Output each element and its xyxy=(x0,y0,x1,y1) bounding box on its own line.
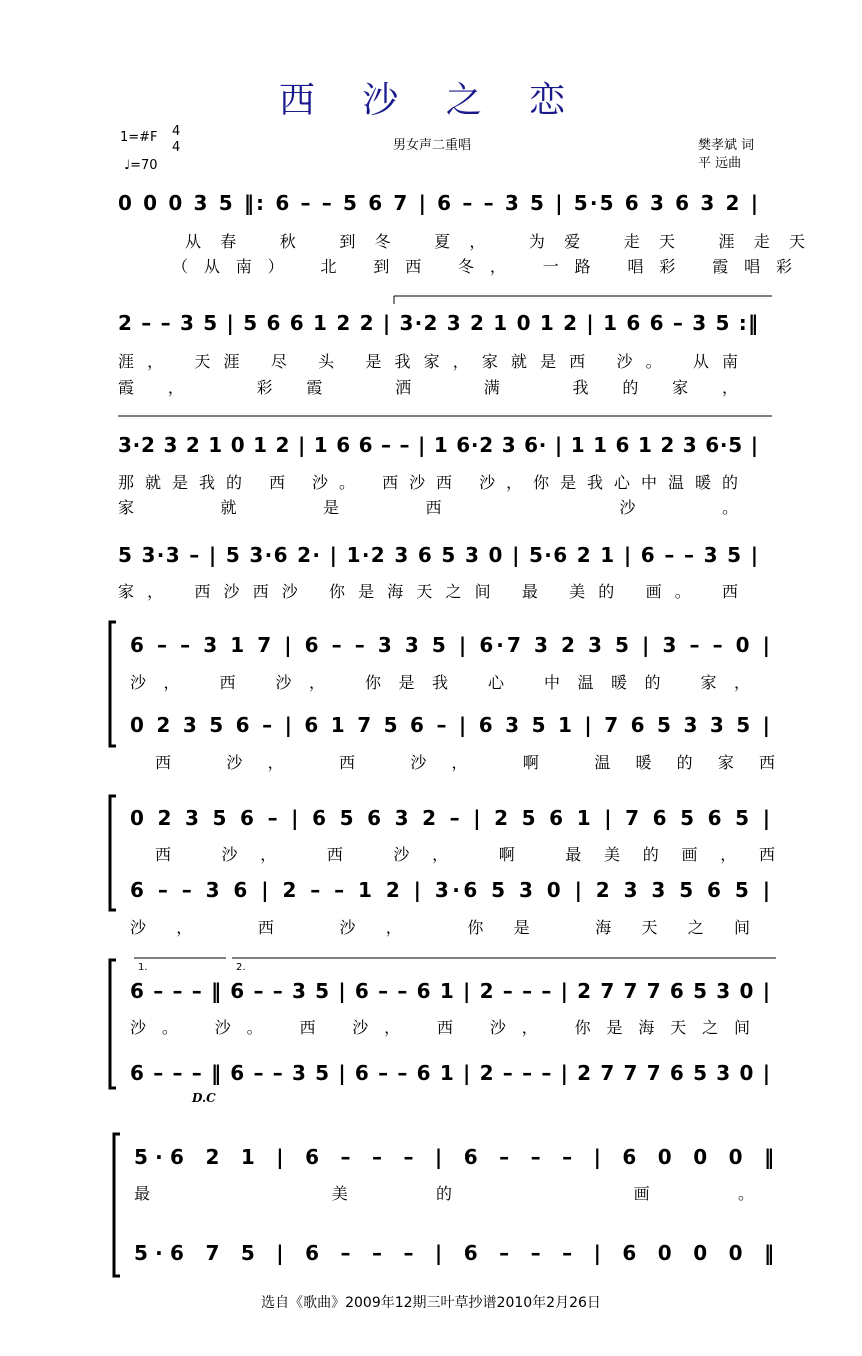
notes-upper: 6 – – – ‖ 6 – – 3 5 | 6 – – 6 1 | 2 – – – | 2 7 7 7 6 5 3 0 | xyxy=(130,979,771,1003)
song-title: 西 沙 之 恋 xyxy=(278,80,584,121)
lyricist-credit: 樊孝斌 词 xyxy=(698,138,755,153)
system-7 xyxy=(110,958,776,1105)
lyrics-lower: 沙， 西 沙， 你是 海天之间 xyxy=(130,918,750,937)
notes-lower: 5·6 7 5 | 6 – – – | 6 – – – | 6 0 0 0 ‖ xyxy=(134,1241,774,1265)
time-sig-top: 4 xyxy=(172,124,181,139)
time-sig-bottom: 4 xyxy=(172,140,181,155)
system-5 xyxy=(110,622,775,772)
lyrics-verse1: 家， 西沙西沙 你是海天之间 最 美的 画。 西 xyxy=(118,582,738,601)
brace xyxy=(110,622,116,746)
system-3 xyxy=(118,416,772,517)
notes-line: 0 0 0 3 5 ‖: 6 – – 5 6 7 | 6 – – 3 5 | 5·5 6 3 6 3 2 | xyxy=(118,191,758,215)
notes-upper: 5·6 2 1 | 6 – – – | 6 – – – | 6 0 0 0 ‖ xyxy=(134,1145,774,1169)
composer-credit: 平 远曲 xyxy=(698,156,742,171)
brace xyxy=(110,960,116,1088)
volta-2-label: 2. xyxy=(236,962,246,973)
system-1 xyxy=(118,191,805,276)
lyrics-verse1: 涯， 天涯 尽 头 是我家，家就是西 沙。 从南 xyxy=(118,352,738,371)
volta-1-label: 1. xyxy=(138,962,148,973)
subtitle: 男女声二重唱 xyxy=(393,138,472,153)
lyrics-verse1: 那就是我的 西 沙。 西沙西 沙，你是我心中温暖的 xyxy=(118,473,738,492)
system-4 xyxy=(118,543,758,601)
dc-marking: D.C xyxy=(192,1091,216,1105)
lyrics-upper: 西 沙， 西 沙， 啊 最美的画，西 xyxy=(155,845,776,864)
lyrics-verse1: 从春 秋 到冬 夏， 为爱 走天 涯走天 xyxy=(185,232,806,251)
lyrics-verse2: （从南） 北 到西 冬， 一路 唱彩 霞唱彩 xyxy=(172,257,792,276)
notes-upper: 6 – – 3 1 7 | 6 – – 3 3 5 | 6·7 3 2 3 5 | 3 – – 0 | xyxy=(130,633,770,657)
tempo-marking: ♩=70 xyxy=(124,158,158,173)
lyrics-verse2: 霞， 彩霞 洒 满 我的家， xyxy=(118,378,739,397)
notes-upper: 0 2 3 5 6 – | 6 5 6 3 2 – | 2 5 6 1 | 7 6 5 6 5 | xyxy=(130,806,770,830)
lyrics-verse2: 家就是西 沙。 xyxy=(118,498,738,517)
lyrics-lower: 西 沙， 西 沙， 啊 温暖的家西 xyxy=(155,753,775,772)
lyrics-upper: 沙。 沙。 西 沙， 西 沙， 你是海天之间 xyxy=(130,1018,750,1037)
source-note: 选自《歌曲》2009年12期三叶草抄谱2010年2月26日 xyxy=(261,1295,601,1311)
notes-line: 2 – – 3 5 | 5 6 6 1 2 2 | 3·2 3 2 1 0 1 2 | 1 6 6 – 3 5 :‖ xyxy=(118,311,758,335)
brace xyxy=(114,1134,120,1276)
brace xyxy=(110,796,116,910)
notes-lower: 0 2 3 5 6 – | 6 1 7 5 6 – | 6 3 5 1 | 7 6 5 3 3 5 | xyxy=(130,713,770,737)
system-8 xyxy=(114,1134,774,1276)
notes-lower: 6 – – – ‖ 6 – – 3 5 | 6 – – 6 1 | 2 – – – | 2 7 7 7 6 5 3 0 | xyxy=(130,1061,771,1085)
system-2 xyxy=(118,296,772,397)
key-label: 1=#F xyxy=(120,130,158,145)
system-6 xyxy=(110,796,775,937)
lyrics-upper: 最 美的 画。 xyxy=(134,1184,754,1203)
notes-lower: 6 – – 3 6 | 2 – – 1 2 | 3·6 5 3 0 | 2 3 3 5 6 5 | xyxy=(130,878,770,902)
notes-line: 3·2 3 2 1 0 1 2 | 1 6 6 – – | 1 6·2 3 6· | 1 1 6 1 2 3 6·5 | xyxy=(118,433,758,457)
notes-line: 5 3·3 – | 5 3·6 2· | 1·2 3 6 5 3 0 | 5·6 2 1 | 6 – – 3 5 | xyxy=(118,543,758,567)
lyrics-upper: 沙， 西 沙， 你是我 心 中温暖的 家， xyxy=(130,673,750,692)
